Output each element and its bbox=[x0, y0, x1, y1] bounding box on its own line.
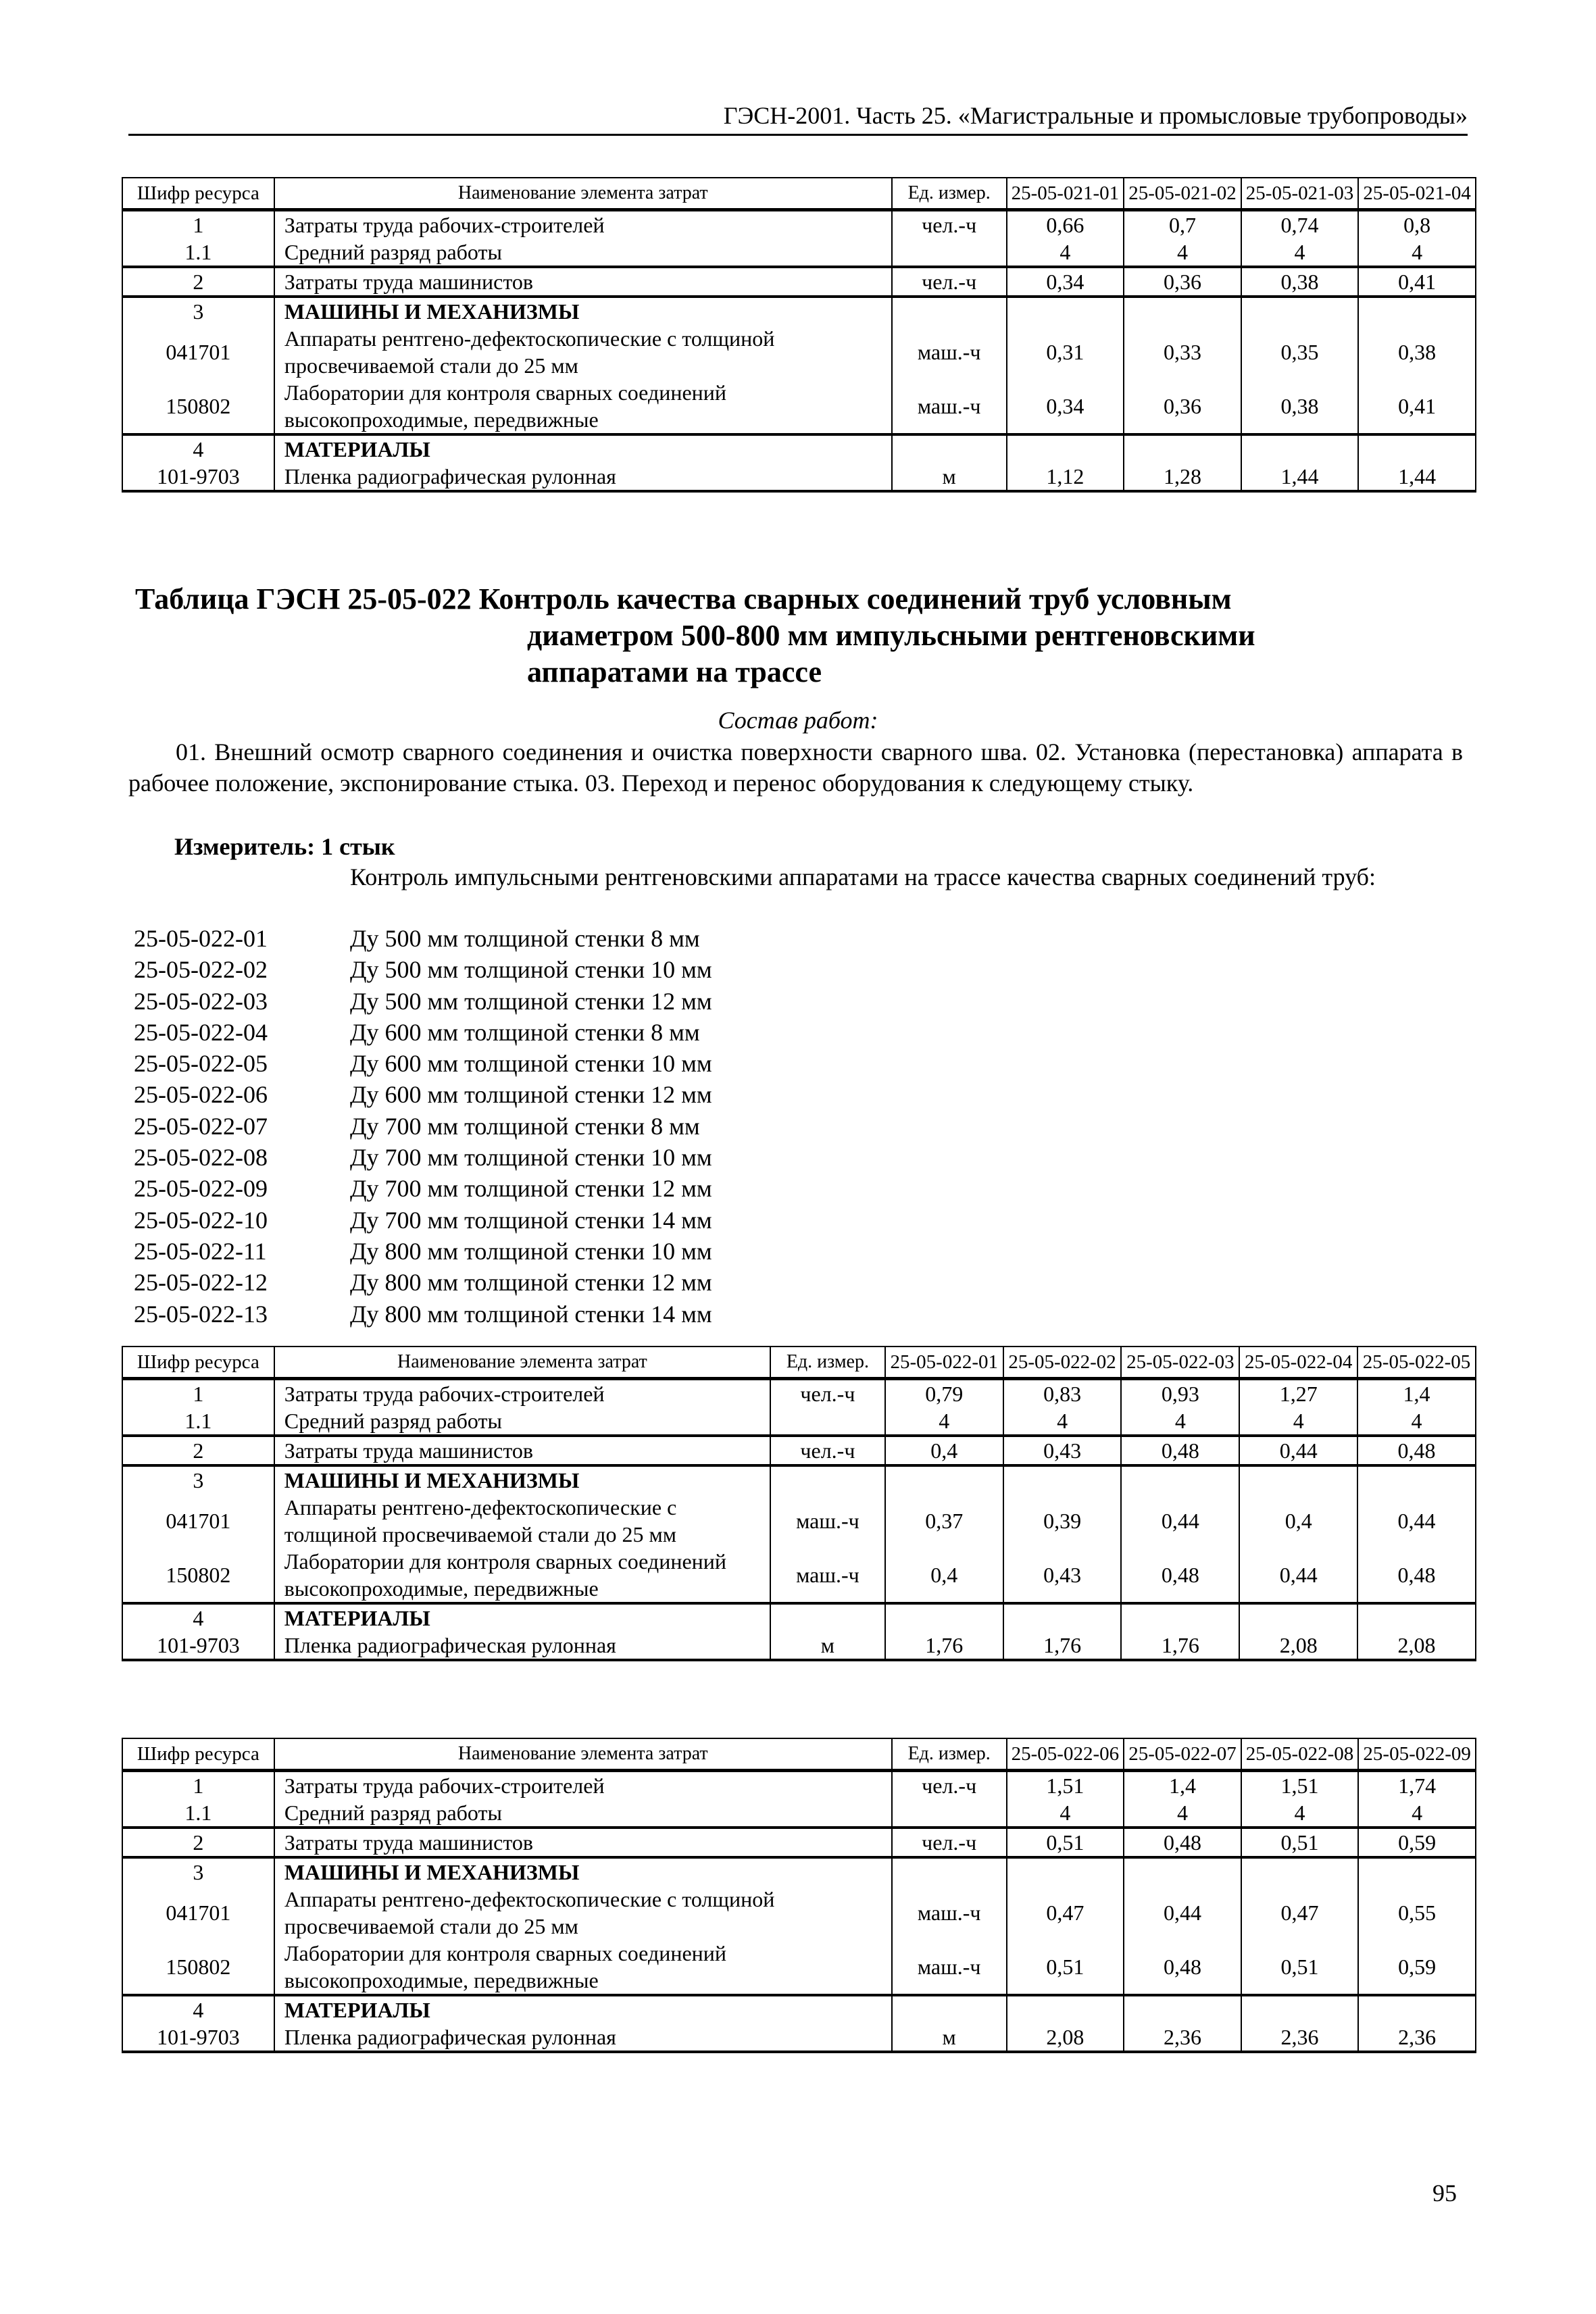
table-row bbox=[122, 325, 1476, 379]
header-column-code: 25-05-022-03 bbox=[1121, 1347, 1239, 1379]
unit: чел.-ч bbox=[892, 267, 1007, 297]
resource-name: Аппараты рентгено-дефектоскопические с толщиной просвечиваемой стали до 25 мм bbox=[274, 1494, 770, 1548]
item-text: Ду 800 мм толщиной стенки 10 мм bbox=[350, 1237, 712, 1265]
value-cell: 0,47 bbox=[1007, 1886, 1124, 1940]
table-row bbox=[122, 463, 1476, 491]
unit: чел.-ч bbox=[770, 1436, 885, 1465]
value-cell: 0,44 bbox=[1357, 1494, 1476, 1548]
unit: маш.-ч bbox=[892, 1940, 1007, 1995]
table-row bbox=[122, 1857, 1476, 1886]
table-row bbox=[122, 434, 1476, 463]
resource-code: 150802 bbox=[122, 1940, 274, 1995]
value-cell: 4 bbox=[885, 1407, 1003, 1436]
header-column-code: 25-05-021-04 bbox=[1358, 178, 1476, 210]
table-row bbox=[122, 1494, 1476, 1548]
resource-code: 150802 bbox=[122, 379, 274, 434]
value-cell: 0,47 bbox=[1241, 1886, 1359, 1940]
item-code: 25-05-022-11 bbox=[134, 1237, 267, 1265]
resource-code: 1 bbox=[122, 210, 274, 239]
item-text: Ду 800 мм толщиной стенки 14 мм bbox=[350, 1300, 712, 1328]
unit: маш.-ч bbox=[892, 379, 1007, 434]
item-code: 25-05-022-10 bbox=[134, 1206, 268, 1234]
list-item bbox=[134, 1017, 712, 1048]
value-cell: 4 bbox=[1239, 1407, 1357, 1436]
resource-code: 3 bbox=[122, 1465, 274, 1494]
value-cell: 1,28 bbox=[1124, 463, 1241, 491]
resource-table-022-a bbox=[122, 1346, 1476, 1661]
table-row bbox=[122, 297, 1476, 325]
value-cell bbox=[1003, 1465, 1122, 1494]
item-text: Ду 700 мм толщиной стенки 12 мм bbox=[350, 1175, 712, 1203]
resource-name: Затраты труда рабочих-строителей bbox=[274, 1771, 892, 1800]
value-cell: 4 bbox=[1121, 1407, 1239, 1436]
value-cell: 0,48 bbox=[1121, 1436, 1239, 1465]
item-code: 25-05-022-13 bbox=[134, 1300, 268, 1328]
value-cell: 1,74 bbox=[1358, 1771, 1476, 1800]
value-cell: 0,38 bbox=[1241, 379, 1359, 434]
resource-name: Затраты труда машинистов bbox=[274, 1828, 892, 1857]
value-cell bbox=[1358, 1857, 1476, 1886]
resource-code: 101-9703 bbox=[122, 2023, 274, 2052]
resource-code: 4 bbox=[122, 1995, 274, 2023]
list-item bbox=[134, 1079, 712, 1110]
value-cell: 0,36 bbox=[1124, 267, 1241, 297]
value-cell: 0,44 bbox=[1121, 1494, 1239, 1548]
header-column-code: 25-05-022-01 bbox=[885, 1347, 1003, 1379]
header-code: Шифр ресурса bbox=[122, 178, 274, 210]
table-row bbox=[122, 1548, 1476, 1603]
header-column-code: 25-05-022-07 bbox=[1124, 1738, 1241, 1771]
list-item bbox=[134, 986, 712, 1017]
unit: чел.-ч bbox=[892, 1771, 1007, 1800]
table-header-row bbox=[122, 1738, 1476, 1771]
value-cell bbox=[1358, 434, 1476, 463]
value-cell: 4 bbox=[1007, 1799, 1124, 1828]
value-cell: 2,08 bbox=[1007, 2023, 1124, 2052]
value-cell bbox=[1121, 1465, 1239, 1494]
resource-name: МАТЕРИАЛЫ bbox=[274, 1995, 892, 2023]
unit bbox=[892, 297, 1007, 325]
value-cell: 1,76 bbox=[1121, 1632, 1239, 1660]
value-cell: 0,4 bbox=[1239, 1494, 1357, 1548]
value-cell: 2,08 bbox=[1239, 1632, 1357, 1660]
header-code: Шифр ресурса bbox=[122, 1738, 274, 1771]
value-cell: 4 bbox=[1124, 1799, 1241, 1828]
header-code: Шифр ресурса bbox=[122, 1347, 274, 1379]
unit: маш.-ч bbox=[770, 1548, 885, 1603]
resource-code: 2 bbox=[122, 1828, 274, 1857]
resource-name: Лаборатории для контроля сварных соединений высокопроходимые, передвижные bbox=[274, 379, 892, 434]
value-cell: 0,59 bbox=[1358, 1940, 1476, 1995]
resource-name: МАШИНЫ И МЕХАНИЗМЫ bbox=[274, 1857, 892, 1886]
page-number: 95 bbox=[1432, 2180, 1457, 2207]
value-cell: 1,51 bbox=[1007, 1771, 1124, 1800]
value-cell: 0,33 bbox=[1124, 325, 1241, 379]
resource-code: 041701 bbox=[122, 325, 274, 379]
header-column-code: 25-05-021-01 bbox=[1007, 178, 1124, 210]
value-cell: 0,8 bbox=[1358, 210, 1476, 239]
list-item bbox=[134, 1048, 712, 1079]
section-title bbox=[135, 581, 1460, 690]
table-row bbox=[122, 1940, 1476, 1995]
table-row bbox=[122, 210, 1476, 239]
value-cell: 4 bbox=[1358, 238, 1476, 267]
value-cell: 1,76 bbox=[1003, 1632, 1122, 1660]
unit: м bbox=[892, 2023, 1007, 2052]
item-text: Ду 700 мм толщиной стенки 10 мм bbox=[350, 1144, 712, 1172]
table-row bbox=[122, 1407, 1476, 1436]
resource-code: 101-9703 bbox=[122, 463, 274, 491]
resource-code: 1 bbox=[122, 1379, 274, 1408]
value-cell: 4 bbox=[1124, 238, 1241, 267]
resource-code: 3 bbox=[122, 1857, 274, 1886]
value-cell: 0,44 bbox=[1124, 1886, 1241, 1940]
item-text: Ду 700 мм толщиной стенки 8 мм bbox=[350, 1112, 700, 1140]
item-code: 25-05-022-02 bbox=[134, 956, 268, 984]
table-row bbox=[122, 1799, 1476, 1828]
value-cell: 0,38 bbox=[1241, 267, 1359, 297]
header-column-code: 25-05-022-06 bbox=[1007, 1738, 1124, 1771]
value-cell: 4 bbox=[1241, 1799, 1359, 1828]
header-column-code: 25-05-022-09 bbox=[1358, 1738, 1476, 1771]
value-cell: 0,37 bbox=[885, 1494, 1003, 1548]
value-cell: 0,74 bbox=[1241, 210, 1359, 239]
resource-table-021 bbox=[122, 177, 1476, 493]
list-item bbox=[134, 1142, 712, 1173]
item-code: 25-05-022-08 bbox=[134, 1144, 268, 1172]
value-cell bbox=[1241, 1857, 1359, 1886]
unit: маш.-ч bbox=[892, 325, 1007, 379]
table-row bbox=[122, 2023, 1476, 2052]
resource-name: Затраты труда рабочих-строителей bbox=[274, 210, 892, 239]
resource-code: 101-9703 bbox=[122, 1632, 274, 1660]
value-cell: 1,44 bbox=[1241, 463, 1359, 491]
value-cell: 4 bbox=[1358, 1799, 1476, 1828]
value-cell: 0,41 bbox=[1358, 267, 1476, 297]
resource-name: Лаборатории для контроля сварных соединений высокопроходимые, передвижные bbox=[274, 1940, 892, 1995]
resource-name: Затраты труда рабочих-строителей bbox=[274, 1379, 770, 1408]
value-cell: 1,76 bbox=[885, 1632, 1003, 1660]
item-code: 25-05-022-04 bbox=[134, 1018, 268, 1046]
value-cell bbox=[1239, 1465, 1357, 1494]
value-cell bbox=[885, 1603, 1003, 1632]
resource-name: Пленка радиографическая рулонная bbox=[274, 463, 892, 491]
value-cell: 2,36 bbox=[1241, 2023, 1359, 2052]
value-cell bbox=[1124, 434, 1241, 463]
resource-name: МАТЕРИАЛЫ bbox=[274, 434, 892, 463]
table-row bbox=[122, 267, 1476, 297]
item-text: Ду 500 мм толщиной стенки 12 мм bbox=[350, 987, 712, 1015]
resource-name: Средний разряд работы bbox=[274, 1407, 770, 1436]
header-column-code: 25-05-021-03 bbox=[1241, 178, 1359, 210]
resource-code: 1.1 bbox=[122, 238, 274, 267]
unit bbox=[892, 1799, 1007, 1828]
title-line-1: Таблица ГЭСН 25-05-022 Контроль качества сварных соединений труб условным bbox=[135, 582, 1232, 615]
resource-table-022-b bbox=[122, 1738, 1476, 2053]
unit: м bbox=[892, 463, 1007, 491]
value-cell bbox=[1239, 1603, 1357, 1632]
resource-code: 2 bbox=[122, 1436, 274, 1465]
unit bbox=[892, 434, 1007, 463]
unit: чел.-ч bbox=[892, 210, 1007, 239]
value-cell: 0,55 bbox=[1358, 1886, 1476, 1940]
value-cell: 0,44 bbox=[1239, 1548, 1357, 1603]
value-cell bbox=[1358, 1995, 1476, 2023]
value-cell: 4 bbox=[1003, 1407, 1122, 1436]
value-cell: 0,38 bbox=[1358, 325, 1476, 379]
value-cell: 0,51 bbox=[1241, 1828, 1359, 1857]
value-cell: 0,48 bbox=[1357, 1548, 1476, 1603]
item-code: 25-05-022-07 bbox=[134, 1112, 268, 1140]
resource-code: 150802 bbox=[122, 1548, 274, 1603]
item-code: 25-05-022-06 bbox=[134, 1081, 268, 1109]
item-code: 25-05-022-01 bbox=[134, 925, 268, 952]
value-cell: 1,27 bbox=[1239, 1379, 1357, 1408]
resource-code: 2 bbox=[122, 267, 274, 297]
resource-name: МАШИНЫ И МЕХАНИЗМЫ bbox=[274, 297, 892, 325]
item-code: 25-05-022-12 bbox=[134, 1269, 268, 1297]
header-column-code: 25-05-022-02 bbox=[1003, 1347, 1122, 1379]
value-cell: 0,51 bbox=[1007, 1940, 1124, 1995]
value-cell: 0,34 bbox=[1007, 267, 1124, 297]
value-cell: 0,59 bbox=[1358, 1828, 1476, 1857]
value-cell: 0,48 bbox=[1124, 1828, 1241, 1857]
value-cell: 0,79 bbox=[885, 1379, 1003, 1408]
value-cell: 4 bbox=[1357, 1407, 1476, 1436]
resource-name: Затраты труда машинистов bbox=[274, 267, 892, 297]
header-unit: Ед. измер. bbox=[770, 1347, 885, 1379]
item-code: 25-05-022-09 bbox=[134, 1175, 268, 1203]
value-cell: 0,66 bbox=[1007, 210, 1124, 239]
value-cell: 0,51 bbox=[1241, 1940, 1359, 1995]
header-name: Наименование элемента затрат bbox=[274, 1347, 770, 1379]
value-cell: 0,34 bbox=[1007, 379, 1124, 434]
value-cell: 0,41 bbox=[1358, 379, 1476, 434]
value-cell: 2,36 bbox=[1358, 2023, 1476, 2052]
resource-name: Пленка радиографическая рулонная bbox=[274, 1632, 770, 1660]
resource-name: Лаборатории для контроля сварных соединений высокопроходимые, передвижные bbox=[274, 1548, 770, 1603]
value-cell: 0,48 bbox=[1357, 1436, 1476, 1465]
item-text: Ду 500 мм толщиной стенки 8 мм bbox=[350, 925, 700, 952]
value-cell bbox=[1241, 434, 1359, 463]
table-row bbox=[122, 1828, 1476, 1857]
header-column-code: 25-05-022-04 bbox=[1239, 1347, 1357, 1379]
item-code: 25-05-022-05 bbox=[134, 1050, 268, 1078]
title-line-2: диаметром 500-800 мм импульсными рентгеновскими bbox=[527, 619, 1255, 652]
table-row bbox=[122, 1886, 1476, 1940]
value-cell bbox=[1357, 1603, 1476, 1632]
value-cell: 0,36 bbox=[1124, 379, 1241, 434]
header-unit: Ед. измер. bbox=[892, 178, 1007, 210]
table-row bbox=[122, 1995, 1476, 2023]
value-cell: 4 bbox=[1007, 238, 1124, 267]
value-cell bbox=[1241, 1995, 1359, 2023]
table-row bbox=[122, 238, 1476, 267]
value-cell: 1,51 bbox=[1241, 1771, 1359, 1800]
list-item bbox=[134, 1205, 712, 1236]
resource-code: 3 bbox=[122, 297, 274, 325]
running-header: ГЭСН-2001. Часть 25. «Магистральные и промысловые трубопроводы» bbox=[128, 101, 1468, 136]
resource-name: МАШИНЫ И МЕХАНИЗМЫ bbox=[274, 1465, 770, 1494]
value-cell: 0,43 bbox=[1003, 1548, 1122, 1603]
value-cell: 0,51 bbox=[1007, 1828, 1124, 1857]
header-column-code: 25-05-022-08 bbox=[1241, 1738, 1359, 1771]
table-header-row bbox=[122, 178, 1476, 210]
list-item bbox=[134, 1267, 712, 1298]
value-cell bbox=[1357, 1465, 1476, 1494]
value-cell bbox=[1007, 1995, 1124, 2023]
value-cell bbox=[1121, 1603, 1239, 1632]
resource-name: Средний разряд работы bbox=[274, 1799, 892, 1828]
resource-code: 041701 bbox=[122, 1886, 274, 1940]
resource-code: 1 bbox=[122, 1771, 274, 1800]
value-cell: 0,43 bbox=[1003, 1436, 1122, 1465]
item-code: 25-05-022-03 bbox=[134, 987, 268, 1015]
value-cell bbox=[1124, 297, 1241, 325]
resource-code: 4 bbox=[122, 434, 274, 463]
unit: маш.-ч bbox=[770, 1494, 885, 1548]
unit bbox=[892, 1995, 1007, 2023]
unit bbox=[770, 1407, 885, 1436]
value-cell: 0,7 bbox=[1124, 210, 1241, 239]
title-line-3: аппаратами на трассе bbox=[527, 655, 822, 688]
value-cell bbox=[1124, 1995, 1241, 2023]
resource-name: Затраты труда машинистов bbox=[274, 1436, 770, 1465]
item-text: Ду 600 мм толщиной стенки 10 мм bbox=[350, 1050, 712, 1078]
resource-name: МАТЕРИАЛЫ bbox=[274, 1603, 770, 1632]
resource-code: 1.1 bbox=[122, 1407, 274, 1436]
table-row bbox=[122, 1603, 1476, 1632]
value-cell: 0,4 bbox=[885, 1436, 1003, 1465]
value-cell: 0,83 bbox=[1003, 1379, 1122, 1408]
value-cell: 1,4 bbox=[1124, 1771, 1241, 1800]
value-cell bbox=[1358, 297, 1476, 325]
value-cell: 1,4 bbox=[1357, 1379, 1476, 1408]
unit: м bbox=[770, 1632, 885, 1660]
table-row bbox=[122, 1379, 1476, 1408]
list-item bbox=[134, 1111, 712, 1142]
list-item bbox=[134, 1299, 712, 1330]
table-row bbox=[122, 1465, 1476, 1494]
value-cell: 0,44 bbox=[1239, 1436, 1357, 1465]
value-cell: 4 bbox=[1241, 238, 1359, 267]
table-header-row bbox=[122, 1347, 1476, 1379]
value-cell: 0,93 bbox=[1121, 1379, 1239, 1408]
resource-code: 041701 bbox=[122, 1494, 274, 1548]
value-cell bbox=[1007, 1857, 1124, 1886]
header-column-code: 25-05-022-05 bbox=[1357, 1347, 1476, 1379]
table-row bbox=[122, 1771, 1476, 1800]
measure-unit: Измеритель: 1 стык bbox=[174, 833, 395, 860]
list-item bbox=[134, 1173, 712, 1204]
header-column-code: 25-05-021-02 bbox=[1124, 178, 1241, 210]
value-cell bbox=[1007, 434, 1124, 463]
table-row bbox=[122, 1632, 1476, 1660]
list-item bbox=[134, 1236, 712, 1267]
resource-name: Аппараты рентгено-дефектоскопические с толщиной просвечиваемой стали до 25 мм bbox=[274, 325, 892, 379]
value-cell: 0,4 bbox=[885, 1548, 1003, 1603]
value-cell bbox=[1124, 1857, 1241, 1886]
item-text: Ду 600 мм толщиной стенки 8 мм bbox=[350, 1018, 700, 1046]
resource-code: 1.1 bbox=[122, 1799, 274, 1828]
composition-label: Состав работ: bbox=[718, 707, 878, 734]
value-cell: 1,12 bbox=[1007, 463, 1124, 491]
value-cell: 2,36 bbox=[1124, 2023, 1241, 2052]
resource-name: Аппараты рентгено-дефектоскопические с толщиной просвечиваемой стали до 25 мм bbox=[274, 1886, 892, 1940]
value-cell: 0,48 bbox=[1124, 1940, 1241, 1995]
value-cell: 1,44 bbox=[1358, 463, 1476, 491]
list-item bbox=[134, 954, 712, 985]
value-cell bbox=[1007, 297, 1124, 325]
value-cell: 2,08 bbox=[1357, 1632, 1476, 1660]
unit bbox=[892, 238, 1007, 267]
unit: маш.-ч bbox=[892, 1886, 1007, 1940]
unit bbox=[892, 1857, 1007, 1886]
item-text: Ду 700 мм толщиной стенки 14 мм bbox=[350, 1206, 712, 1234]
item-text: Ду 600 мм толщиной стенки 12 мм bbox=[350, 1081, 712, 1109]
work-intro: Контроль импульсными рентгеновскими аппаратами на трассе качества сварных соединений труб: bbox=[350, 863, 1376, 890]
value-cell bbox=[1241, 297, 1359, 325]
header-unit: Ед. измер. bbox=[892, 1738, 1007, 1771]
header-name: Наименование элемента затрат bbox=[274, 1738, 892, 1771]
resource-name: Пленка радиографическая рулонная bbox=[274, 2023, 892, 2052]
value-cell: 0,31 bbox=[1007, 325, 1124, 379]
table-row bbox=[122, 379, 1476, 434]
unit: чел.-ч bbox=[892, 1828, 1007, 1857]
resource-code: 4 bbox=[122, 1603, 274, 1632]
unit bbox=[770, 1465, 885, 1494]
composition-text: 01. Внешний осмотр сварного соединения и очистка поверхности сварного шва. 02. Установка (перестановка) аппарата в рабочее положение, экспонирование стыка. 03. Переход и перенос оборудования к следующему стыку. bbox=[128, 738, 1463, 797]
value-cell: 0,39 bbox=[1003, 1494, 1122, 1548]
header-name: Наименование элемента затрат bbox=[274, 178, 892, 210]
value-cell bbox=[1003, 1603, 1122, 1632]
item-text: Ду 800 мм толщиной стенки 12 мм bbox=[350, 1269, 712, 1297]
value-cell: 0,35 bbox=[1241, 325, 1359, 379]
table-row bbox=[122, 1436, 1476, 1465]
item-text: Ду 500 мм толщиной стенки 10 мм bbox=[350, 956, 712, 984]
unit: чел.-ч bbox=[770, 1379, 885, 1408]
resource-name: Средний разряд работы bbox=[274, 238, 892, 267]
value-cell: 0,48 bbox=[1121, 1548, 1239, 1603]
unit bbox=[770, 1603, 885, 1632]
work-code-list bbox=[134, 923, 712, 1330]
list-item bbox=[134, 923, 712, 954]
value-cell bbox=[885, 1465, 1003, 1494]
